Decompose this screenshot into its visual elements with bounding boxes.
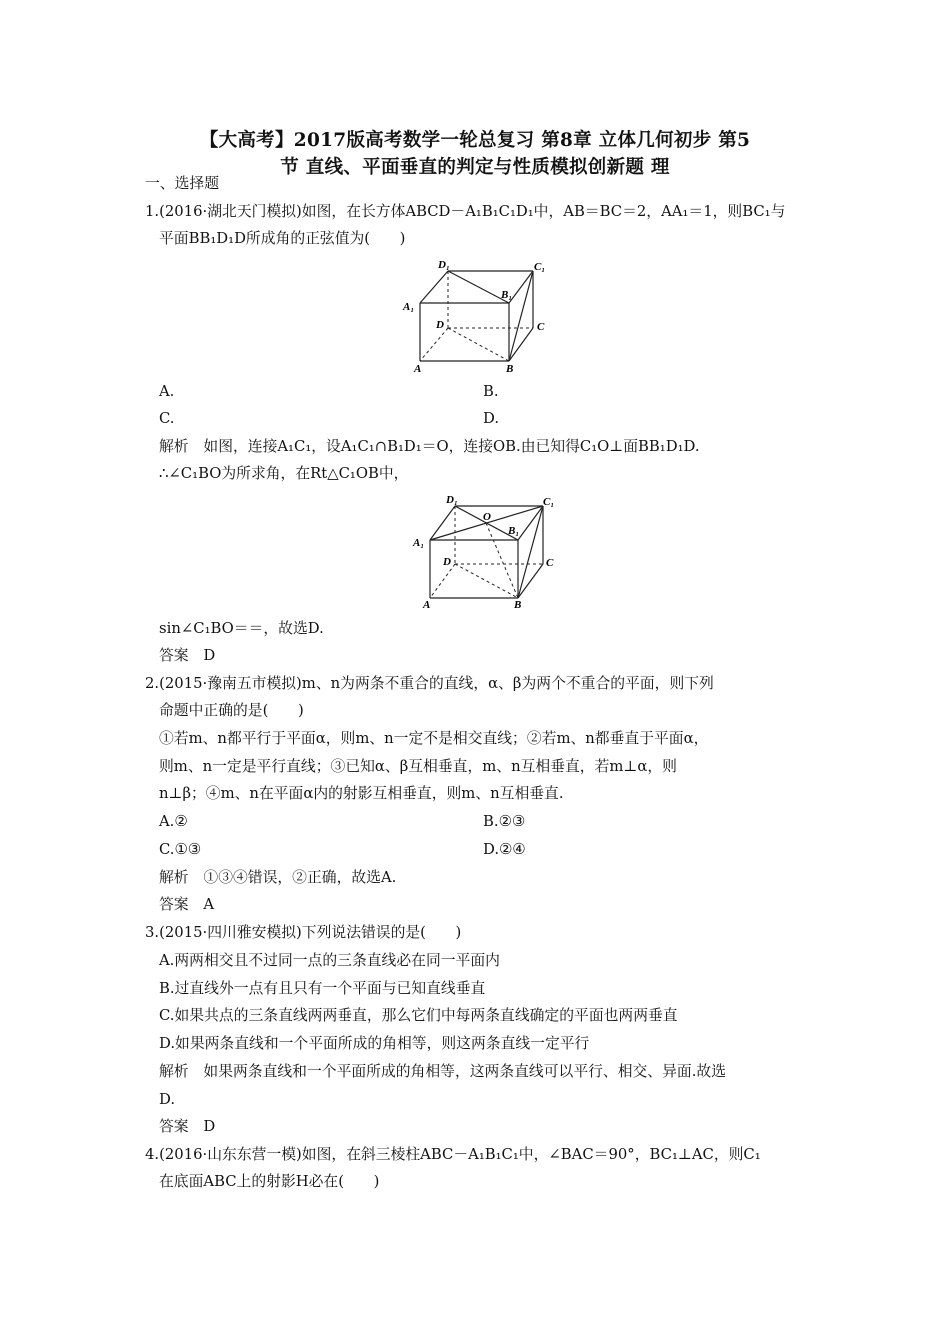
q1-analysis-line-2: ∴∠C₁BO为所求角，在Rt△C₁OB中， xyxy=(159,465,409,482)
document-title xyxy=(130,127,820,181)
cuboid-figure-1 xyxy=(400,258,560,378)
fig1-label-a1: A₁ xyxy=(403,301,415,313)
q3-option-c: C.如果共点的三条直线两两垂直，那么它们中每两条直线确定的平面也两两垂直 xyxy=(159,1007,678,1024)
q2-stem-line-3: ①若m、n都平行于平面α，则m、n一定不是相交直线；②若m、n都垂直于平面α， xyxy=(159,730,709,747)
q2-option-a: A.② xyxy=(159,813,188,830)
q1-stem-line-2: 平面BB₁D₁D所成角的正弦值为( ) xyxy=(159,230,406,247)
q1-option-d: D. xyxy=(483,410,500,427)
fig2-label-b1: B₁ xyxy=(508,525,520,537)
cuboid-figure-2 xyxy=(410,492,570,612)
q1-analysis-line-1: 解析 如图，连接A₁C₁，设A₁C₁∩B₁D₁＝O，连接OB.由已知得C₁O⊥面BB₁D₁D. xyxy=(159,438,700,455)
q1-answer: 答案 D xyxy=(159,647,216,664)
fig2-label-a1: A₁ xyxy=(413,537,425,549)
fig1-label-d1: D₁ xyxy=(438,259,450,271)
fig2-label-c1: C₁ xyxy=(543,496,555,508)
fig1-label-b1: B₁ xyxy=(501,289,513,301)
q4-stem-line-1: 4.(2016·山东东营一模)如图，在斜三棱柱ABC－A₁B₁C₁中，∠BAC＝90°，BC₁⊥AC，则C₁ xyxy=(145,1146,761,1163)
section-heading: 一、选择题 xyxy=(145,175,219,192)
q3-stem: 3.(2015·四川雅安模拟)下列说法错误的是( ) xyxy=(145,924,462,941)
q1-analysis-line-3: sin∠C₁BO＝＝，故选D. xyxy=(159,620,324,637)
fig1-label-c: C xyxy=(537,321,545,333)
q1-option-b: B. xyxy=(483,383,499,400)
q1-option-a: A. xyxy=(159,383,175,400)
q2-answer: 答案 A xyxy=(159,896,215,913)
q3-answer: 答案 D xyxy=(159,1118,216,1135)
fig2-label-a: A xyxy=(423,599,431,611)
q2-stem-line-2: 命题中正确的是( ) xyxy=(159,702,304,719)
q4-stem-line-2: 在底面ABC上的射影H必在( ) xyxy=(159,1173,380,1190)
fig1-label-c1: C₁ xyxy=(534,261,546,273)
fig1-label-b: B xyxy=(506,363,514,375)
q2-stem-line-1: 2.(2015·豫南五市模拟)m、n为两条不重合的直线，α、β为两个不重合的平面，则下列 xyxy=(145,675,714,692)
fig2-label-b: B xyxy=(514,599,522,611)
q3-option-b: B.过直线外一点有且只有一个平面与已知直线垂直 xyxy=(159,980,486,997)
title-line-1: 【大高考】2017版高考数学一轮总复习 第8章 立体几何初步 第5 xyxy=(199,130,751,151)
fig2-label-c: C xyxy=(546,557,554,569)
q2-stem-line-4: 则m、n一定是平行直线；③已知α、β互相垂直，m、n互相垂直，若m⊥α，则 xyxy=(159,758,677,775)
fig2-label-d1: D₁ xyxy=(446,494,458,506)
q2-stem-line-5: n⊥β；④m、n在平面α内的射影互相垂直，则m、n互相垂直. xyxy=(159,785,564,802)
q3-option-a: A.两两相交且不过同一点的三条直线必在同一平面内 xyxy=(159,952,500,969)
q3-analysis-line-1: 解析 如果两条直线和一个平面所成的角相等，这两条直线可以平行、相交、异面.故选 xyxy=(159,1063,726,1080)
q1-stem-line-1: 1.(2016·湖北天门模拟)如图，在长方体ABCD－A₁B₁C₁D₁中，AB＝BC＝2，AA₁＝1，则BC₁与 xyxy=(145,203,786,220)
fig1-label-a: A xyxy=(414,363,422,375)
title-line-2: 节 直线、平面垂直的判定与性质模拟创新题 理 xyxy=(280,157,670,178)
q1-option-c: C. xyxy=(159,410,175,427)
fig1-label-d: D xyxy=(436,319,444,331)
q3-option-d: D.如果两条直线和一个平面所成的角相等，则这两条直线一定平行 xyxy=(159,1035,590,1052)
q2-option-c: C.①③ xyxy=(159,841,202,858)
fig2-label-d: D xyxy=(443,556,451,568)
q3-analysis-line-2: D. xyxy=(159,1091,176,1108)
q2-analysis: 解析 ①③④错误，②正确，故选A. xyxy=(159,869,397,886)
fig2-label-o: O xyxy=(483,511,491,523)
q2-option-b: B.②③ xyxy=(483,813,526,830)
q2-option-d: D.②④ xyxy=(483,841,526,858)
